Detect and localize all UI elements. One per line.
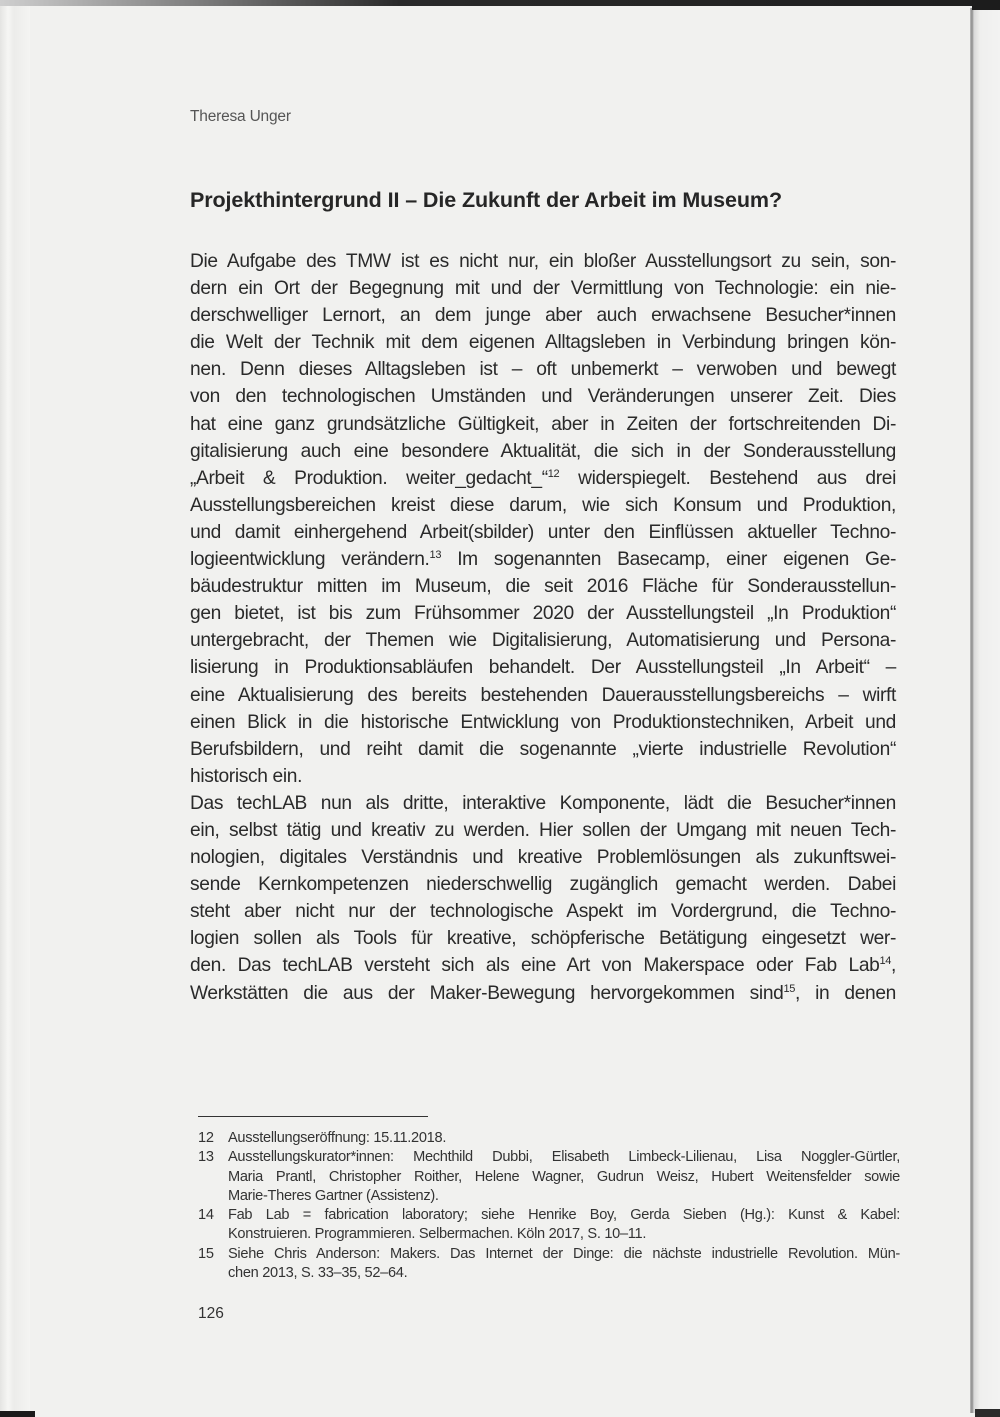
scan-corner [975, 1409, 1000, 1417]
running-head-author: Theresa Unger [190, 108, 291, 125]
body-line: einen Blick in die historische Entwicklung von Produktionstechniken, Arbeit und [190, 711, 896, 733]
footnote-separator-rule [198, 1116, 428, 1117]
body-text [190, 248, 896, 1007]
footnote-text: Ausstellungskurator*innen: Mechthild Dubbi, Elisabeth Limbeck-Lilienau, Lisa Noggler-Gürtler, Maria Prantl, Christopher Roither, Helene Wagner, Gudrun Weisz, Hubert Weitensfelder sowie Marie-Theres Gartner (Assistenz). [228, 1149, 900, 1204]
body-line: logien sollen als Tools für kreative, schöpferische Betätigung eingesetzt wer- [190, 928, 896, 950]
footnote-reference[interactable]: 14 [879, 955, 892, 968]
footnote-reference[interactable]: 13 [429, 549, 442, 562]
footnote-reference[interactable]: 15 [783, 982, 796, 995]
body-line: gen bietet, ist bis zum Frühsommer 2020 der Ausstellungsteil „In Produktion“ [190, 603, 896, 625]
body-line: sende Kernkompetenzen niederschwellig zugänglich gemacht werden. Dabei [190, 874, 896, 896]
body-line: Werkstätten die aus der Maker-Bewegung hervorgekommen sind$^{15}$, in denen [190, 982, 896, 1004]
body-line: steht aber nicht nur der technologische Aspekt im Vordergrund, die Techno- [190, 901, 896, 923]
footnote [198, 1129, 900, 1148]
body-line: von den technologischen Umständen und Veränderungen unserer Zeit. Dies [190, 386, 896, 408]
page-left-edge-shadow [0, 0, 30, 1417]
footnote-reference[interactable]: 12 [547, 467, 560, 480]
body-line: nen. Denn dieses Alltagsleben ist – oft unbemerkt – verwoben und bewegt [190, 359, 896, 381]
body-line: logieentwicklung verändern.$^{13}$ Im sogenannten Basecamp, einer eigenen Ge- [190, 549, 896, 571]
body-line: Ausstellungsbereichen kreist diese darum, wie sich Konsum und Produktion, [190, 494, 896, 516]
footnote [198, 1148, 900, 1206]
page-number: 126 [198, 1305, 224, 1322]
footnote-number: 15 [198, 1245, 214, 1262]
body-line: eine Aktualisierung des bereits bestehenden Dauerausstellungsbereichs – wirft [190, 684, 896, 706]
body-line: dern ein Ort der Begegnung mit und der Vermittlung von Technologie: ein nie- [190, 278, 896, 300]
body-line: historisch ein. [190, 765, 303, 787]
scan-corner [0, 1411, 35, 1417]
footnote-number: 14 [198, 1207, 214, 1224]
body-line: nologien, digitales Verständnis und kreative Problemlösungen als zukunftswei- [190, 847, 896, 869]
body-line: und damit einhergehend Arbeit(sbilder) unter den Einflüssen aktueller Techno- [190, 521, 896, 543]
body-line: Berufsbildern, und reiht damit die sogenannte „vierte industrielle Revolution“ [190, 738, 896, 760]
body-line: lisierung in Produktionsabläufen behandelt. Der Ausstellungsteil „In Arbeit“ – [190, 657, 896, 679]
body-line: derschwelliger Lernort, an dem junge aber auch erwachsene Besucher*innen [190, 305, 896, 327]
body-line: untergebracht, der Themen wie Digitalisierung, Automatisierung und Persona- [190, 630, 896, 652]
scan-corner [972, 0, 1000, 10]
footnote-number: 13 [198, 1149, 214, 1166]
body-line: Die Aufgabe des TMW ist es nicht nur, ein bloßer Ausstellungsort zu sein, son- [190, 251, 896, 272]
section-title: Projekthintergrund II – Die Zukunft der Arbeit im Museum? [190, 188, 782, 212]
footnotes [198, 1129, 900, 1283]
body-line: ein, selbst tätig und kreativ zu werden. Hier sollen der Umgang mit neuen Tech- [190, 819, 896, 841]
body-line: die Welt der Technik mit dem eigenen Alltagsleben in Verbindung bringen kön- [190, 332, 896, 354]
body-line: gitalisierung auch eine besondere Aktualität, die sich in der Sonderausstellung [190, 440, 896, 462]
footnote-text: Ausstellungseröffnung: 15.11.2018. [228, 1130, 447, 1146]
body-line: hat eine ganz grundsätzliche Gültigkeit, aber in Zeiten der fortschreitenden Di- [190, 413, 896, 435]
body-line: „Arbeit & Produktion. weiter_gedacht_“$^{12}$ widerspiegelt. Bestehend aus drei [190, 467, 896, 489]
body-line: den. Das techLAB versteht sich als eine Art von Makerspace oder Fab Lab$^{14}$, [190, 955, 896, 977]
footnote [198, 1206, 900, 1245]
body-line: Das techLAB nun als dritte, interaktive Komponente, lädt die Besucher*innen [190, 792, 896, 814]
body-line: bäudestruktur mitten im Museum, die seit 2016 Fläche für Sonderausstellun- [190, 576, 896, 598]
footnote [198, 1245, 900, 1284]
footnote-text: Fab Lab = fabrication laboratory; siehe Henrike Boy, Gerda Sieben (Hg.): Kunst & Kabel: Konstruieren. Programmieren. Selbermachen. Köln 2017, S. 10–11. [228, 1207, 900, 1243]
footnote-text: Siehe Chris Anderson: Makers. Das Internet der Dinge: die nächste industrielle Revolution. Mün- chen 2013, S. 33–35, 52–64. [228, 1245, 900, 1282]
footnote-number: 12 [198, 1130, 214, 1146]
page-right-fold [970, 8, 1000, 1413]
scan-top-edge [0, 0, 1000, 6]
